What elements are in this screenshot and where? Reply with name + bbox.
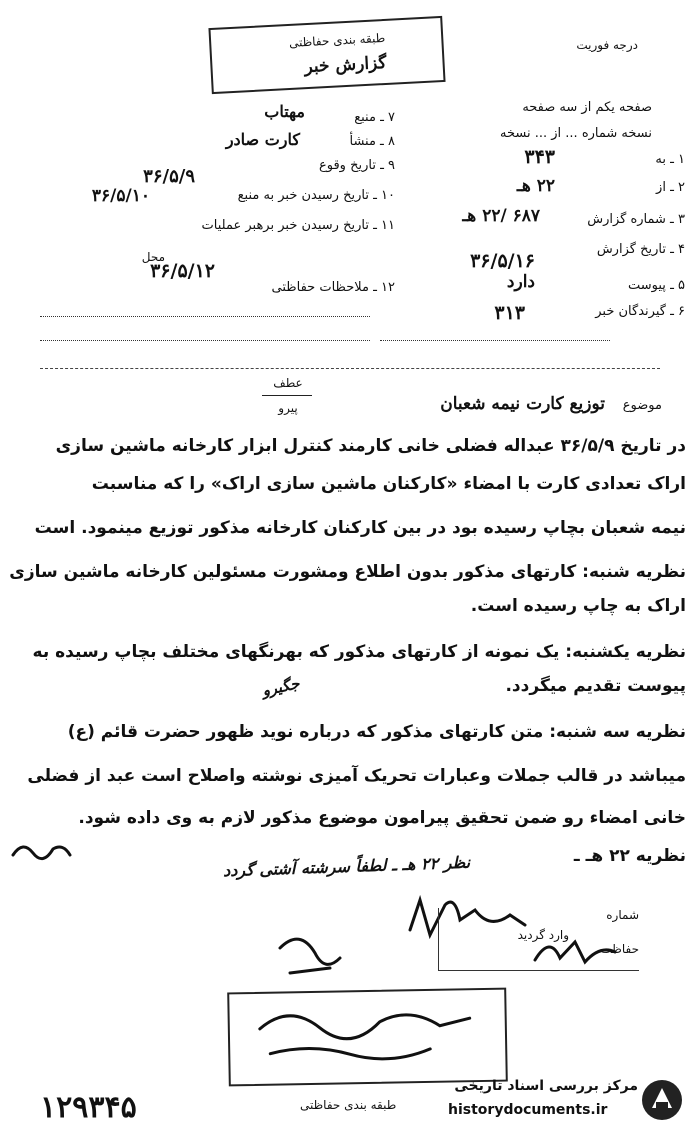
field-source-receipt-date-value: ۳۶/۵/۱۰ — [91, 186, 150, 206]
field-source-label: ۷ ـ منبع — [354, 110, 395, 125]
fields-left — [0, 100, 395, 340]
atf-divider — [262, 395, 312, 396]
logo-text: مرکز بررسی اسناد تاریخی — [454, 1078, 638, 1094]
urgency-label: درجه فوریت — [576, 38, 638, 52]
body-line: اراک به چاپ رسیده است. — [470, 596, 686, 616]
lower-stamp-handwriting — [229, 990, 506, 1085]
field-attachment-label: ۵ ـ پیوست — [628, 278, 685, 293]
subject-label: موضوع — [622, 398, 662, 413]
body-line: پیوست تقدیم میگردد. — [505, 676, 686, 696]
field-report-number-label: ۳ ـ شماره گزارش — [587, 212, 685, 227]
peyro-label: پیرو — [278, 401, 298, 415]
body-line: نظریه یکشنبه: یک نمونه از کارتهای مذکور که بهرنگهای مختلف بچاپ رسیده به — [32, 642, 686, 662]
copy-indicator: نسخه شماره ... از ... نسخه — [500, 126, 652, 141]
margin-initial: جگیرو — [260, 674, 302, 700]
field-source-receipt-date-label: ۱۰ ـ تاریخ رسیدن خبر به منبع — [237, 188, 395, 203]
field-security-notes-label: ۱۲ ـ ملاحظات حفاظتی — [271, 280, 395, 295]
atf-label: عطف — [273, 376, 303, 390]
field-occurrence-date-label: ۹ ـ تاریخ وقوع — [318, 158, 395, 173]
notes-dotted-line-2 — [40, 340, 370, 341]
field-occurrence-date-value: ۳۶/۵/۹ — [143, 166, 195, 187]
notes-dotted-line-1 — [40, 316, 370, 317]
field-attachment-value: دارد — [506, 272, 535, 292]
bottom-classification: طبقه بندی حفاظتی — [300, 1098, 397, 1112]
body-line: نظریه شنبه: کارتهای مذکور بدون اطلاع ومشورت مسئولین کارخانه ماشین سازی — [9, 562, 686, 582]
subject-value: توزیع کارت نیمه شعبان — [440, 394, 605, 414]
margin-scribble — [8, 835, 78, 865]
field-report-number-value: ۶۸۷ /۲۲ هـ — [462, 206, 540, 226]
body-line: نیمه شعبان بچاپ رسیده بود در بین کارکنان کارخانه مذکور توزیع مینمود. است — [34, 518, 686, 538]
archive-number: ۱۲۹۳۴۵ — [40, 1090, 137, 1125]
body-line: میباشد در قالب جملات وعبارات تحریک آمیزی نوشته واصلاح است عبد از فضلی — [27, 766, 686, 786]
archive-logo-icon — [640, 1078, 684, 1122]
body-line: اراک تعدادی کارت با امضاء «کارکنان ماشین سازی اراک» را که مناسبت — [91, 474, 686, 494]
field-to-value: ۳۴۳ — [524, 146, 555, 168]
field-recipients-value: ۳۱۳ — [494, 302, 525, 324]
field-origin-label: ۸ ـ منشأ — [349, 134, 395, 149]
body-line: خانی امضاء رو ضمن تحقیق پیرامون موضوع مذکور لازم به وی داده شود. — [78, 808, 686, 828]
classification-stamp — [208, 16, 445, 94]
field-to-label: ۱ ـ به — [655, 152, 685, 167]
field-report-date-label: ۴ ـ تاریخ گزارش — [596, 242, 685, 257]
received-stamp-entered: وارد گردید — [517, 928, 569, 942]
field-ops-receipt-date-value: ۳۶/۵/۱۲ — [150, 260, 215, 282]
fields-dotted-line — [380, 340, 610, 341]
received-stamp-number: شماره — [606, 908, 639, 922]
received-stamp-protection: حفاظت — [600, 942, 639, 956]
field-from-value: ۲۲ هـ — [516, 176, 555, 196]
field-location-label: محل — [141, 250, 165, 264]
field-report-date-value: ۳۶/۵/۱۶ — [470, 250, 535, 272]
watermark-logo — [448, 1072, 688, 1128]
body-line: نظریه سه شنبه: متن کارتهای مذکور که درباره نوید ظهور حضرت قائم (ع) — [67, 722, 686, 742]
page-indicator: صفحه یکم از سه صفحه — [522, 100, 652, 115]
report-title: گزارش خبر — [303, 52, 388, 78]
field-ops-receipt-date-label: ۱۱ ـ تاریخ رسیدن خبر برهبر عملیات — [201, 218, 395, 233]
handwritten-note: نظر ۲۲ هـ ـ لطفاً سرشته آشتی گردد — [222, 852, 471, 881]
field-source-value: مهتاب — [264, 102, 305, 121]
section-separator — [40, 368, 660, 369]
body-line: در تاریخ ۳۶/۵/۹ عبداله فضلی خانی کارمند کنترل ابزار کارخانه ماشین سازی — [55, 436, 686, 456]
field-from-label: ۲ ـ از — [656, 180, 685, 195]
initials-signature — [530, 930, 620, 970]
logo-url: historydocuments.ir — [448, 1102, 608, 1118]
field-origin-value: کارت صادر — [225, 130, 300, 149]
body-line: نظریه ۲۲ هـ ـ — [573, 846, 686, 866]
classification-stamp-label: طبقه بندی حفاظتی — [288, 30, 386, 50]
field-recipients-label: ۶ ـ گیرندگان خبر — [595, 304, 685, 319]
handwritten-mark — [270, 928, 350, 988]
